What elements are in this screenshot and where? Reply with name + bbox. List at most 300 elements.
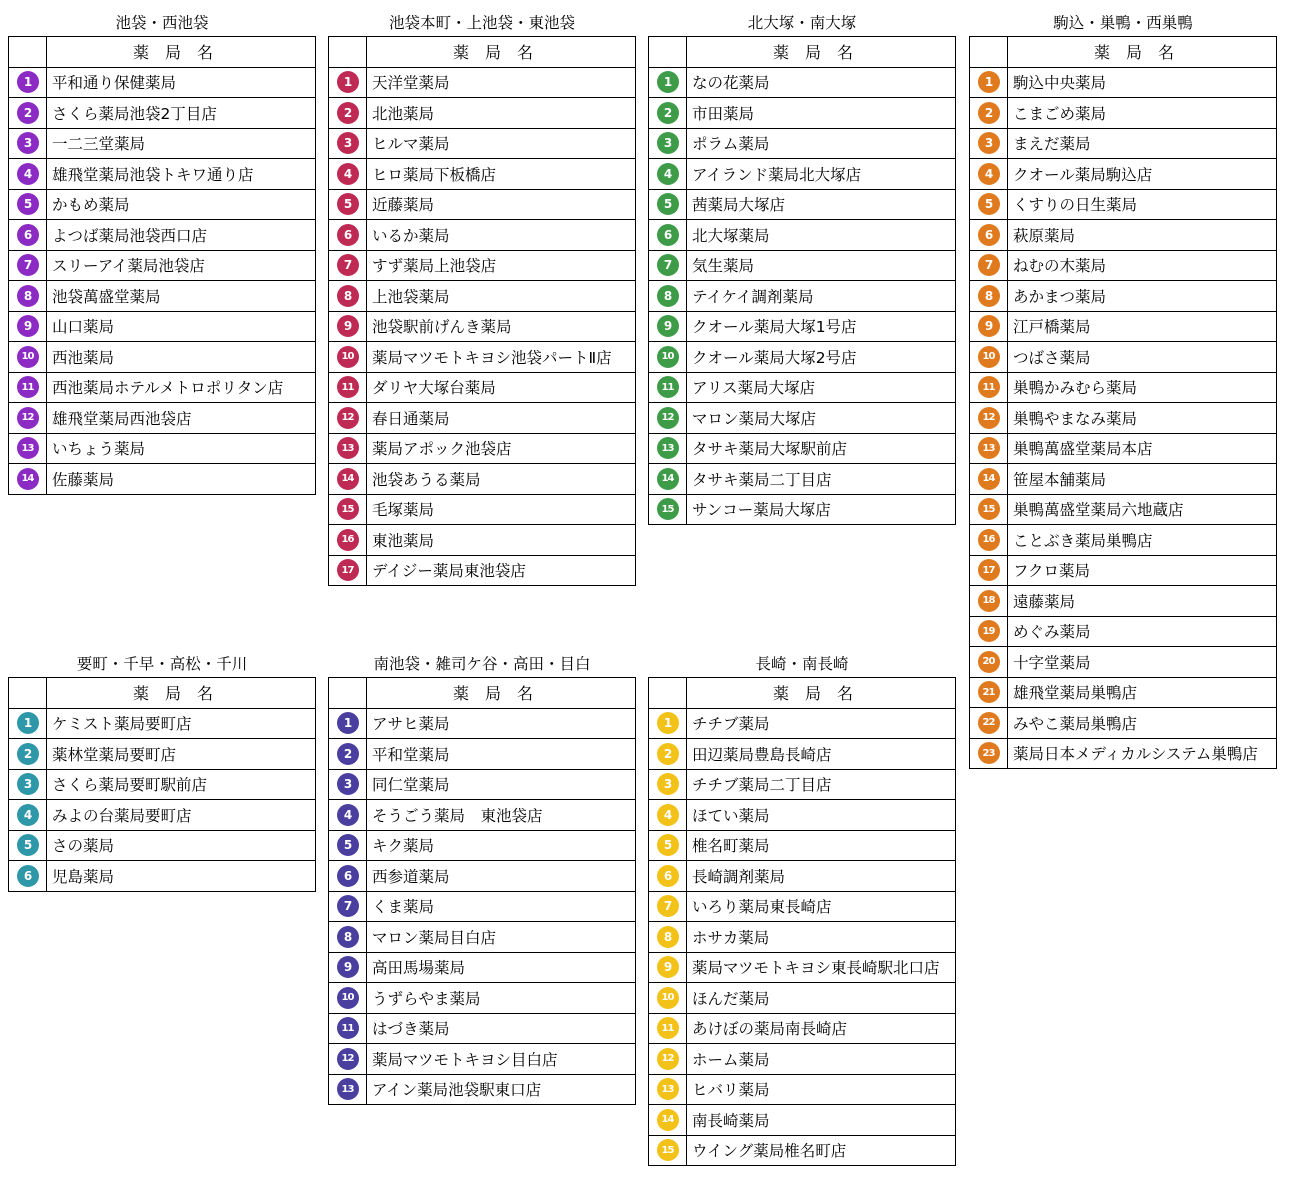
circled-number-icon: 5 <box>657 193 679 215</box>
pharmacy-name: デイジー薬局東池袋店 <box>367 555 636 586</box>
pharmacy-name: アリス薬局大塚店 <box>687 372 956 403</box>
region-title: 駒込・巣鴨・西巣鴨 <box>1053 14 1193 32</box>
table-row <box>329 433 636 464</box>
number-cell <box>649 67 687 98</box>
circled-number-icon: 7 <box>337 895 359 917</box>
circled-number-icon: 3 <box>657 773 679 795</box>
circled-number-icon: 3 <box>337 773 359 795</box>
table-row <box>649 403 956 434</box>
pharmacy-name: 毛塚薬局 <box>367 494 636 525</box>
table-row <box>329 372 636 403</box>
number-cell <box>9 403 47 434</box>
pharmacy-name: まえだ薬局 <box>1008 128 1277 159</box>
circled-number-icon: 15 <box>657 1139 679 1161</box>
table-row <box>970 525 1277 556</box>
table-row <box>9 372 316 403</box>
circled-number-icon: 14 <box>978 468 1000 490</box>
circled-number-icon: 6 <box>337 224 359 246</box>
table-row <box>9 98 316 129</box>
circled-number-icon: 4 <box>657 804 679 826</box>
pharmacy-name: 薬局マツモトキヨシ東長崎駅北口店 <box>687 952 956 983</box>
circled-number-icon: 1 <box>657 712 679 734</box>
pharmacy-name: 山口薬局 <box>47 311 316 342</box>
table-row <box>970 281 1277 312</box>
table-row <box>649 67 956 98</box>
circled-number-icon: 17 <box>337 559 359 581</box>
number-header-cell <box>649 678 687 709</box>
table-row <box>329 922 636 953</box>
number-cell <box>329 830 367 861</box>
region-title: 北大塚・南大塚 <box>747 14 857 32</box>
circled-number-icon: 7 <box>17 254 39 276</box>
table-row <box>970 67 1277 98</box>
number-cell <box>970 342 1008 373</box>
circled-number-icon: 11 <box>337 376 359 398</box>
number-cell <box>329 891 367 922</box>
pharmacy-name: アイン薬局池袋駅東口店 <box>367 1074 636 1105</box>
table-row <box>970 128 1277 159</box>
table-row <box>329 494 636 525</box>
number-cell <box>329 372 367 403</box>
circled-number-icon: 2 <box>978 102 1000 124</box>
number-cell <box>649 220 687 251</box>
table-header-row <box>649 678 956 709</box>
table-row <box>970 738 1277 769</box>
pharmacy-name: 雄飛堂薬局巣鴨店 <box>1008 677 1277 708</box>
circled-number-icon: 9 <box>657 956 679 978</box>
table-row <box>649 128 956 159</box>
number-cell <box>649 891 687 922</box>
table-row <box>649 98 956 129</box>
pharmacy-name: 巣鴨やまなみ薬局 <box>1008 403 1277 434</box>
pharmacy-name: ウイング薬局椎名町店 <box>687 1135 956 1166</box>
pharmacy-table <box>8 36 316 495</box>
table-row <box>329 403 636 434</box>
table-row <box>649 739 956 770</box>
pharmacy-name: ねむの木薬局 <box>1008 250 1277 281</box>
pharmacy-name: 北大塚薬局 <box>687 220 956 251</box>
table-row <box>970 647 1277 678</box>
pharmacy-name: あかまつ薬局 <box>1008 281 1277 312</box>
table-row <box>9 128 316 159</box>
table-row <box>649 952 956 983</box>
table-row <box>9 67 316 98</box>
pharmacy-name: さくら薬局池袋2丁目店 <box>47 98 316 129</box>
table-row <box>329 525 636 556</box>
table-row <box>9 861 316 892</box>
pharmacy-name: サンコー薬局大塚店 <box>687 494 956 525</box>
region-block <box>969 10 1277 769</box>
pharmacy-table <box>328 677 636 1105</box>
pharmacy-name: チチブ薬局二丁目店 <box>687 769 956 800</box>
table-row <box>329 708 636 739</box>
table-row <box>970 586 1277 617</box>
table-row <box>329 464 636 495</box>
table-row <box>649 891 956 922</box>
pharmacy-name: 巣鴨萬盛堂薬局六地蔵店 <box>1008 494 1277 525</box>
circled-number-icon: 6 <box>17 865 39 887</box>
pharmacy-name: 西参道薬局 <box>367 861 636 892</box>
number-cell <box>329 525 367 556</box>
circled-number-icon: 13 <box>337 1078 359 1100</box>
table-row <box>649 494 956 525</box>
table-row <box>9 769 316 800</box>
pharmacy-name: アサヒ薬局 <box>367 708 636 739</box>
table-row <box>649 311 956 342</box>
table-row <box>649 372 956 403</box>
circled-number-icon: 10 <box>337 987 359 1009</box>
pharmacy-name: うずらやま薬局 <box>367 983 636 1014</box>
number-cell <box>970 525 1008 556</box>
number-cell <box>9 189 47 220</box>
circled-number-icon: 11 <box>337 1017 359 1039</box>
number-cell <box>649 372 687 403</box>
circled-number-icon: 1 <box>978 71 1000 93</box>
pharmacy-name: 北池薬局 <box>367 98 636 129</box>
circled-number-icon: 7 <box>657 254 679 276</box>
number-cell <box>9 67 47 98</box>
region-title: 池袋本町・上池袋・東池袋 <box>388 14 575 32</box>
pharmacy-name: 南長崎薬局 <box>687 1105 956 1136</box>
pharmacy-name: ポラム薬局 <box>687 128 956 159</box>
circled-number-icon: 4 <box>337 163 359 185</box>
number-cell <box>329 250 367 281</box>
pharmacy-name: 遠藤薬局 <box>1008 586 1277 617</box>
circled-number-icon: 3 <box>17 132 39 154</box>
number-cell <box>9 342 47 373</box>
circled-number-icon: 2 <box>657 743 679 765</box>
number-cell <box>9 800 47 831</box>
number-cell <box>649 861 687 892</box>
region-block <box>8 10 316 495</box>
pharmacy-name: 気生薬局 <box>687 250 956 281</box>
table-row <box>649 250 956 281</box>
circled-number-icon: 6 <box>17 224 39 246</box>
circled-number-icon: 5 <box>978 193 1000 215</box>
table-row <box>329 220 636 251</box>
number-cell <box>649 1135 687 1166</box>
table-row <box>970 677 1277 708</box>
table-row <box>649 769 956 800</box>
number-cell <box>329 983 367 1014</box>
pharmacy-name-header: 薬局名 <box>687 37 956 68</box>
table-header-row <box>970 37 1277 68</box>
circled-number-icon: 12 <box>337 1048 359 1070</box>
table-row <box>329 311 636 342</box>
circled-number-icon: 1 <box>17 712 39 734</box>
pharmacy-name: すず薬局上池袋店 <box>367 250 636 281</box>
table-row <box>649 1105 956 1136</box>
pharmacy-name: 同仁堂薬局 <box>367 769 636 800</box>
circled-number-icon: 13 <box>657 1078 679 1100</box>
table-row <box>329 1013 636 1044</box>
number-cell <box>970 464 1008 495</box>
number-cell <box>329 708 367 739</box>
pharmacy-name-header: 薬局名 <box>367 37 636 68</box>
table-row <box>329 861 636 892</box>
table-row <box>970 708 1277 739</box>
circled-number-icon: 2 <box>17 102 39 124</box>
table-row <box>329 189 636 220</box>
pharmacy-name: いろり薬局東長崎店 <box>687 891 956 922</box>
pharmacy-name: 十字堂薬局 <box>1008 647 1277 678</box>
circled-number-icon: 8 <box>657 285 679 307</box>
circled-number-icon: 9 <box>657 315 679 337</box>
pharmacy-name: かもめ薬局 <box>47 189 316 220</box>
table-row <box>649 1013 956 1044</box>
pharmacy-name: クオール薬局駒込店 <box>1008 159 1277 190</box>
number-cell <box>649 708 687 739</box>
circled-number-icon: 9 <box>337 315 359 337</box>
table-row <box>329 1074 636 1105</box>
pharmacy-name: 池袋萬盛堂薬局 <box>47 281 316 312</box>
circled-number-icon: 10 <box>657 987 679 1009</box>
pharmacy-name: 長崎調剤薬局 <box>687 861 956 892</box>
table-row <box>9 311 316 342</box>
number-cell <box>329 189 367 220</box>
table-row <box>970 555 1277 586</box>
number-cell <box>9 830 47 861</box>
pharmacy-name: 天洋堂薬局 <box>367 67 636 98</box>
circled-number-icon: 6 <box>337 865 359 887</box>
circled-number-icon: 13 <box>337 437 359 459</box>
number-cell <box>329 403 367 434</box>
pharmacy-name: フクロ薬局 <box>1008 555 1277 586</box>
circled-number-icon: 1 <box>337 712 359 734</box>
pharmacy-name: クオール薬局大塚1号店 <box>687 311 956 342</box>
circled-number-icon: 2 <box>337 102 359 124</box>
pharmacy-name: キク薬局 <box>367 830 636 861</box>
pharmacy-table <box>648 36 956 525</box>
table-row <box>649 281 956 312</box>
circled-number-icon: 10 <box>17 346 39 368</box>
pharmacy-name: ホーム薬局 <box>687 1044 956 1075</box>
table-row <box>329 952 636 983</box>
circled-number-icon: 11 <box>657 376 679 398</box>
table-row <box>9 281 316 312</box>
table-row <box>329 800 636 831</box>
pharmacy-name: ケミスト薬局要町店 <box>47 708 316 739</box>
number-cell <box>329 128 367 159</box>
number-cell <box>970 220 1008 251</box>
pharmacy-name: くすりの日生薬局 <box>1008 189 1277 220</box>
pharmacy-name: マロン薬局大塚店 <box>687 403 956 434</box>
circled-number-icon: 4 <box>337 804 359 826</box>
pharmacy-name-header: 薬局名 <box>687 678 956 709</box>
region-title: 長崎・南長崎 <box>755 655 849 673</box>
circled-number-icon: 6 <box>657 865 679 887</box>
table-row <box>970 189 1277 220</box>
pharmacy-name: チチブ薬局 <box>687 708 956 739</box>
pharmacy-name: 薬林堂薬局要町店 <box>47 739 316 770</box>
number-cell <box>9 159 47 190</box>
number-cell <box>970 555 1008 586</box>
table-header-row <box>649 37 956 68</box>
number-cell <box>9 281 47 312</box>
circled-number-icon: 6 <box>978 224 1000 246</box>
table-header-row <box>9 37 316 68</box>
pharmacy-name: こまごめ薬局 <box>1008 98 1277 129</box>
circled-number-icon: 7 <box>657 895 679 917</box>
pharmacy-name: いちょう薬局 <box>47 433 316 464</box>
pharmacy-name: 近藤薬局 <box>367 189 636 220</box>
number-cell <box>329 311 367 342</box>
table-row <box>329 983 636 1014</box>
circled-number-icon: 12 <box>17 407 39 429</box>
table-header-row <box>329 678 636 709</box>
circled-number-icon: 3 <box>978 132 1000 154</box>
pharmacy-name: 笹屋本舗薬局 <box>1008 464 1277 495</box>
region-block <box>328 651 636 1105</box>
number-cell <box>970 311 1008 342</box>
circled-number-icon: 5 <box>337 834 359 856</box>
number-cell <box>970 281 1008 312</box>
number-cell <box>9 250 47 281</box>
number-cell <box>649 1074 687 1105</box>
pharmacy-name: 池袋駅前げんき薬局 <box>367 311 636 342</box>
pharmacy-name: 薬局マツモトキヨシ目白店 <box>367 1044 636 1075</box>
pharmacy-name: タサキ薬局二丁目店 <box>687 464 956 495</box>
circled-number-icon: 5 <box>657 834 679 856</box>
pharmacy-name: そうごう薬局 東池袋店 <box>367 800 636 831</box>
number-cell <box>970 494 1008 525</box>
number-header-cell <box>649 37 687 68</box>
circled-number-icon: 12 <box>337 407 359 429</box>
circled-number-icon: 14 <box>337 468 359 490</box>
pharmacy-name: 春日通薬局 <box>367 403 636 434</box>
pharmacy-name: ほてい薬局 <box>687 800 956 831</box>
number-header-cell <box>9 37 47 68</box>
circled-number-icon: 17 <box>978 559 1000 581</box>
number-cell <box>970 250 1008 281</box>
table-row <box>970 433 1277 464</box>
table-row <box>649 433 956 464</box>
circled-number-icon: 11 <box>657 1017 679 1039</box>
table-row <box>970 464 1277 495</box>
number-cell <box>970 67 1008 98</box>
table-row <box>9 189 316 220</box>
table-row <box>329 830 636 861</box>
circled-number-icon: 4 <box>17 163 39 185</box>
number-cell <box>329 800 367 831</box>
table-row <box>329 98 636 129</box>
number-cell <box>9 464 47 495</box>
number-cell <box>649 189 687 220</box>
number-cell <box>649 1105 687 1136</box>
table-row <box>9 159 316 190</box>
table-row <box>329 891 636 922</box>
number-cell <box>329 1074 367 1105</box>
circled-number-icon: 10 <box>337 346 359 368</box>
number-cell <box>9 861 47 892</box>
table-row <box>329 1044 636 1075</box>
pharmacy-name: くま薬局 <box>367 891 636 922</box>
table-row <box>649 1074 956 1105</box>
pharmacy-name-header: 薬局名 <box>47 678 316 709</box>
pharmacy-name: はづき薬局 <box>367 1013 636 1044</box>
circled-number-icon: 4 <box>17 804 39 826</box>
circled-number-icon: 9 <box>337 956 359 978</box>
circled-number-icon: 5 <box>17 193 39 215</box>
circled-number-icon: 10 <box>657 346 679 368</box>
circled-number-icon: 23 <box>978 742 1000 764</box>
region-title: 池袋・西池袋 <box>115 14 209 32</box>
circled-number-icon: 6 <box>657 224 679 246</box>
pharmacy-name: スリーアイ薬局池袋店 <box>47 250 316 281</box>
table-row <box>970 220 1277 251</box>
table-row <box>9 830 316 861</box>
number-cell <box>329 1013 367 1044</box>
circled-number-icon: 1 <box>657 71 679 93</box>
circled-number-icon: 3 <box>17 773 39 795</box>
table-row <box>970 494 1277 525</box>
pharmacy-name: 平和堂薬局 <box>367 739 636 770</box>
number-cell <box>329 159 367 190</box>
table-row <box>329 769 636 800</box>
circled-number-icon: 21 <box>978 681 1000 703</box>
pharmacy-name: 薬局日本メディカルシステム巣鴨店 <box>1008 738 1277 769</box>
number-cell <box>329 494 367 525</box>
circled-number-icon: 11 <box>978 376 1000 398</box>
table-row <box>329 555 636 586</box>
number-cell <box>9 372 47 403</box>
region-title: 南池袋・雑司ケ谷・高田・目白 <box>373 655 591 673</box>
table-row <box>649 708 956 739</box>
circled-number-icon: 8 <box>17 285 39 307</box>
table-row <box>649 464 956 495</box>
pharmacy-name: 西池薬局ホテルメトロポリタン店 <box>47 372 316 403</box>
table-row <box>649 830 956 861</box>
circled-number-icon: 15 <box>657 498 679 520</box>
circled-number-icon: 14 <box>17 468 39 490</box>
circled-number-icon: 14 <box>657 1109 679 1131</box>
circled-number-icon: 2 <box>337 743 359 765</box>
table-row <box>9 464 316 495</box>
number-cell <box>329 67 367 98</box>
table-row <box>329 739 636 770</box>
pharmacy-table <box>969 36 1277 769</box>
pharmacy-name: つばさ薬局 <box>1008 342 1277 373</box>
pharmacy-table <box>648 677 956 1166</box>
pharmacy-name: あけぼの薬局南長崎店 <box>687 1013 956 1044</box>
table-row <box>970 311 1277 342</box>
pharmacy-name: 東池薬局 <box>367 525 636 556</box>
pharmacy-name: 一二三堂薬局 <box>47 128 316 159</box>
pharmacy-name: 萩原薬局 <box>1008 220 1277 251</box>
number-cell <box>970 647 1008 678</box>
region-title: 要町・千早・高松・千川 <box>76 655 248 673</box>
table-row <box>970 98 1277 129</box>
number-cell <box>9 220 47 251</box>
circled-number-icon: 13 <box>17 437 39 459</box>
circled-number-icon: 16 <box>337 529 359 551</box>
table-row <box>970 250 1277 281</box>
number-cell <box>970 616 1008 647</box>
table-row <box>649 220 956 251</box>
pharmacy-name: なの花薬局 <box>687 67 956 98</box>
region-block <box>648 651 956 1166</box>
circled-number-icon: 9 <box>17 315 39 337</box>
circled-number-icon: 3 <box>337 132 359 154</box>
pharmacy-name: みやこ薬局巣鴨店 <box>1008 708 1277 739</box>
number-cell <box>329 433 367 464</box>
circled-number-icon: 8 <box>337 285 359 307</box>
circled-number-icon: 2 <box>657 102 679 124</box>
number-cell <box>970 98 1008 129</box>
pharmacy-name: 茜薬局大塚店 <box>687 189 956 220</box>
region-block <box>328 10 636 586</box>
table-row <box>9 800 316 831</box>
